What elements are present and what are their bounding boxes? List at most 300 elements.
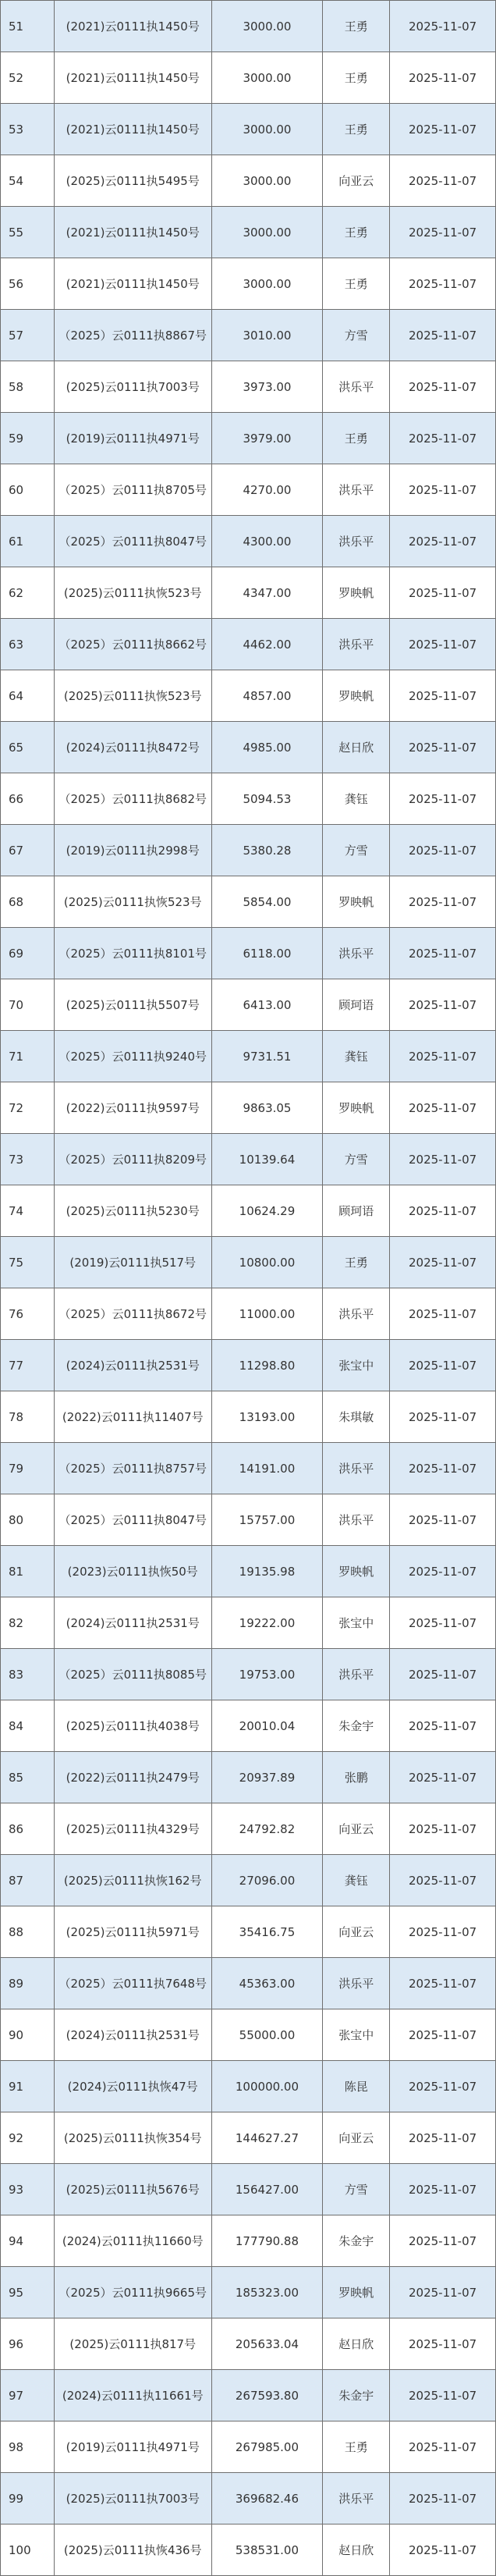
case-number-cell: (2022)云0111执2479号	[55, 1752, 212, 1803]
amount-cell: 20010.04	[212, 1700, 324, 1751]
row-index-cell: 85	[1, 1752, 55, 1803]
name-cell: 洪乐平	[323, 1958, 390, 2009]
date-cell: 2025-11-07	[390, 567, 496, 618]
row-index-cell: 66	[1, 773, 55, 824]
name-cell: 王勇	[323, 207, 390, 258]
date-cell: 2025-11-07	[390, 722, 496, 773]
amount-cell: 10624.29	[212, 1185, 324, 1236]
table-row	[1, 2473, 496, 2524]
amount-cell: 19753.00	[212, 1649, 324, 1700]
table-row	[1, 2112, 496, 2164]
row-index-cell: 84	[1, 1700, 55, 1751]
case-number-cell: (2025)云0111执恢523号	[55, 670, 212, 721]
table-row	[1, 567, 496, 619]
table-row	[1, 361, 496, 413]
case-number-cell: （2025）云0111执9665号	[55, 2267, 212, 2318]
case-number-cell: (2024)云0111执8472号	[55, 722, 212, 773]
table-row	[1, 1391, 496, 1443]
case-number-cell: (2025)云0111执7003号	[55, 361, 212, 412]
case-number-cell: (2024)云0111执11661号	[55, 2370, 212, 2421]
row-index-cell: 70	[1, 979, 55, 1030]
name-cell: 张宝中	[323, 1597, 390, 1648]
table-row	[1, 1340, 496, 1391]
date-cell: 2025-11-07	[390, 670, 496, 721]
amount-cell: 4462.00	[212, 619, 324, 670]
name-cell: 洪乐平	[323, 464, 390, 515]
row-index-cell: 67	[1, 825, 55, 876]
name-cell: 方雪	[323, 1134, 390, 1185]
table-row	[1, 155, 496, 207]
table-row	[1, 1855, 496, 1906]
date-cell: 2025-11-07	[390, 1443, 496, 1494]
case-number-cell: (2024)云0111执11660号	[55, 2215, 212, 2266]
name-cell: 洪乐平	[323, 361, 390, 412]
table-row	[1, 2215, 496, 2267]
date-cell: 2025-11-07	[390, 773, 496, 824]
table-row	[1, 104, 496, 155]
table-row	[1, 1700, 496, 1752]
name-cell: 方雪	[323, 825, 390, 876]
amount-cell: 3973.00	[212, 361, 324, 412]
case-number-cell: (2025)云0111执4329号	[55, 1803, 212, 1854]
name-cell: 王勇	[323, 2421, 390, 2472]
row-index-cell: 88	[1, 1906, 55, 1957]
date-cell: 2025-11-07	[390, 1649, 496, 1700]
amount-cell: 4985.00	[212, 722, 324, 773]
date-cell: 2025-11-07	[390, 1906, 496, 1957]
amount-cell: 6413.00	[212, 979, 324, 1030]
name-cell: 赵日欣	[323, 2524, 390, 2575]
case-number-cell: (2019)云0111执4971号	[55, 413, 212, 464]
row-index-cell: 69	[1, 928, 55, 979]
row-index-cell: 94	[1, 2215, 55, 2266]
row-index-cell: 64	[1, 670, 55, 721]
name-cell: 龚钰	[323, 773, 390, 824]
case-number-cell: （2025）云0111执8682号	[55, 773, 212, 824]
row-index-cell: 96	[1, 2318, 55, 2369]
row-index-cell: 100	[1, 2524, 55, 2575]
case-number-cell: (2025)云0111执7003号	[55, 2473, 212, 2524]
amount-cell: 11298.80	[212, 1340, 324, 1391]
date-cell: 2025-11-07	[390, 2061, 496, 2112]
amount-cell: 19222.00	[212, 1597, 324, 1648]
case-number-cell: （2025）云0111执8867号	[55, 310, 212, 361]
date-cell: 2025-11-07	[390, 1031, 496, 1082]
name-cell: 洪乐平	[323, 1288, 390, 1339]
amount-cell: 369682.46	[212, 2473, 324, 2524]
table-row	[1, 2421, 496, 2473]
name-cell: 罗映帆	[323, 2267, 390, 2318]
row-index-cell: 51	[1, 1, 55, 52]
row-index-cell: 90	[1, 2009, 55, 2060]
table-row	[1, 516, 496, 567]
amount-cell: 55000.00	[212, 2009, 324, 2060]
table-row	[1, 825, 496, 876]
case-number-cell: (2021)云0111执1450号	[55, 1, 212, 52]
row-index-cell: 71	[1, 1031, 55, 1082]
amount-cell: 538531.00	[212, 2524, 324, 2575]
amount-cell: 205633.04	[212, 2318, 324, 2369]
case-number-cell: （2025）云0111执8085号	[55, 1649, 212, 1700]
date-cell: 2025-11-07	[390, 155, 496, 206]
row-index-cell: 79	[1, 1443, 55, 1494]
table-row	[1, 1649, 496, 1700]
table-row	[1, 722, 496, 773]
table-row	[1, 1803, 496, 1855]
date-cell: 2025-11-07	[390, 2267, 496, 2318]
case-number-cell: (2025)云0111执5676号	[55, 2164, 212, 2215]
case-number-cell: (2025)云0111执恢436号	[55, 2524, 212, 2575]
date-cell: 2025-11-07	[390, 1597, 496, 1648]
name-cell: 罗映帆	[323, 876, 390, 927]
date-cell: 2025-11-07	[390, 1340, 496, 1391]
table-row	[1, 1237, 496, 1288]
amount-cell: 3000.00	[212, 207, 324, 258]
row-index-cell: 91	[1, 2061, 55, 2112]
table-row	[1, 1, 496, 52]
case-number-cell: (2024)云0111执2531号	[55, 2009, 212, 2060]
date-cell: 2025-11-07	[390, 1082, 496, 1133]
case-number-cell: (2021)云0111执1450号	[55, 52, 212, 103]
row-index-cell: 80	[1, 1494, 55, 1545]
row-index-cell: 60	[1, 464, 55, 515]
name-cell: 朱金宇	[323, 2370, 390, 2421]
table-row	[1, 1082, 496, 1134]
amount-cell: 3000.00	[212, 104, 324, 155]
amount-cell: 9863.05	[212, 1082, 324, 1133]
amount-cell: 27096.00	[212, 1855, 324, 1906]
date-cell: 2025-11-07	[390, 258, 496, 309]
date-cell: 2025-11-07	[390, 2524, 496, 2575]
amount-cell: 267985.00	[212, 2421, 324, 2472]
amount-cell: 11000.00	[212, 1288, 324, 1339]
case-number-cell: (2025)云0111执5507号	[55, 979, 212, 1030]
table-row	[1, 1906, 496, 1958]
date-cell: 2025-11-07	[390, 928, 496, 979]
row-index-cell: 97	[1, 2370, 55, 2421]
amount-cell: 5380.28	[212, 825, 324, 876]
case-number-cell: (2022)云0111执11407号	[55, 1391, 212, 1442]
name-cell: 王勇	[323, 1, 390, 52]
case-number-cell: (2025)云0111执恢354号	[55, 2112, 212, 2163]
date-cell: 2025-11-07	[390, 361, 496, 412]
amount-cell: 6118.00	[212, 928, 324, 979]
table-row	[1, 1958, 496, 2009]
table-row	[1, 2524, 496, 2576]
case-number-cell: （2025）云0111执8047号	[55, 516, 212, 567]
row-index-cell: 63	[1, 619, 55, 670]
row-index-cell: 78	[1, 1391, 55, 1442]
row-index-cell: 87	[1, 1855, 55, 1906]
name-cell: 朱金宇	[323, 2215, 390, 2266]
row-index-cell: 65	[1, 722, 55, 773]
row-index-cell: 95	[1, 2267, 55, 2318]
amount-cell: 3000.00	[212, 52, 324, 103]
date-cell: 2025-11-07	[390, 1855, 496, 1906]
date-cell: 2025-11-07	[390, 1, 496, 52]
case-number-cell: (2021)云0111执1450号	[55, 207, 212, 258]
date-cell: 2025-11-07	[390, 876, 496, 927]
case-number-cell: （2025）云0111执8662号	[55, 619, 212, 670]
date-cell: 2025-11-07	[390, 1494, 496, 1545]
table-row	[1, 773, 496, 825]
case-number-cell: （2025）云0111执8705号	[55, 464, 212, 515]
table-row	[1, 310, 496, 361]
name-cell: 王勇	[323, 52, 390, 103]
row-index-cell: 98	[1, 2421, 55, 2472]
amount-cell: 4347.00	[212, 567, 324, 618]
name-cell: 向亚云	[323, 155, 390, 206]
table-row	[1, 2009, 496, 2061]
case-number-cell: (2021)云0111执1450号	[55, 104, 212, 155]
case-number-cell: (2021)云0111执1450号	[55, 258, 212, 309]
date-cell: 2025-11-07	[390, 1700, 496, 1751]
table-row	[1, 1185, 496, 1237]
row-index-cell: 73	[1, 1134, 55, 1185]
date-cell: 2025-11-07	[390, 1391, 496, 1442]
name-cell: 朱金宇	[323, 1700, 390, 1751]
amount-cell: 45363.00	[212, 1958, 324, 2009]
table-row	[1, 1031, 496, 1082]
name-cell: 顾珂语	[323, 979, 390, 1030]
table-row	[1, 2370, 496, 2421]
date-cell: 2025-11-07	[390, 52, 496, 103]
amount-cell: 5094.53	[212, 773, 324, 824]
table-row	[1, 2267, 496, 2318]
table-row	[1, 1288, 496, 1340]
date-cell: 2025-11-07	[390, 2318, 496, 2369]
table-row	[1, 1134, 496, 1185]
amount-cell: 10800.00	[212, 1237, 324, 1288]
amount-cell: 4270.00	[212, 464, 324, 515]
name-cell: 赵日欣	[323, 722, 390, 773]
amount-cell: 9731.51	[212, 1031, 324, 1082]
name-cell: 罗映帆	[323, 567, 390, 618]
amount-cell: 19135.98	[212, 1546, 324, 1597]
name-cell: 朱琪敏	[323, 1391, 390, 1442]
case-number-cell: （2025）云0111执8209号	[55, 1134, 212, 1185]
name-cell: 方雪	[323, 310, 390, 361]
case-number-cell: (2024)云0111执恢47号	[55, 2061, 212, 2112]
row-index-cell: 55	[1, 207, 55, 258]
name-cell: 洪乐平	[323, 1649, 390, 1700]
row-index-cell: 92	[1, 2112, 55, 2163]
table-row	[1, 979, 496, 1031]
amount-cell: 3979.00	[212, 413, 324, 464]
row-index-cell: 58	[1, 361, 55, 412]
date-cell: 2025-11-07	[390, 825, 496, 876]
row-index-cell: 62	[1, 567, 55, 618]
name-cell: 赵日欣	[323, 2318, 390, 2369]
table-row	[1, 1546, 496, 1597]
case-number-cell: （2025）云0111执8101号	[55, 928, 212, 979]
case-number-cell: (2023)云0111执恢50号	[55, 1546, 212, 1597]
name-cell: 张宝中	[323, 1340, 390, 1391]
table-row	[1, 2164, 496, 2215]
name-cell: 向亚云	[323, 2112, 390, 2163]
amount-cell: 3000.00	[212, 1, 324, 52]
date-cell: 2025-11-07	[390, 1237, 496, 1288]
amount-cell: 5854.00	[212, 876, 324, 927]
date-cell: 2025-11-07	[390, 516, 496, 567]
table-row	[1, 928, 496, 979]
table-row	[1, 413, 496, 464]
date-cell: 2025-11-07	[390, 2112, 496, 2163]
name-cell: 龚钰	[323, 1031, 390, 1082]
amount-cell: 185323.00	[212, 2267, 324, 2318]
date-cell: 2025-11-07	[390, 2473, 496, 2524]
date-cell: 2025-11-07	[390, 2164, 496, 2215]
row-index-cell: 52	[1, 52, 55, 103]
name-cell: 洪乐平	[323, 2473, 390, 2524]
row-index-cell: 89	[1, 1958, 55, 2009]
table-row	[1, 1494, 496, 1546]
row-index-cell: 77	[1, 1340, 55, 1391]
date-cell: 2025-11-07	[390, 310, 496, 361]
table-row	[1, 258, 496, 310]
row-index-cell: 81	[1, 1546, 55, 1597]
amount-cell: 4857.00	[212, 670, 324, 721]
row-index-cell: 53	[1, 104, 55, 155]
amount-cell: 13193.00	[212, 1391, 324, 1442]
table-row	[1, 1752, 496, 1803]
case-number-cell: (2019)云0111执517号	[55, 1237, 212, 1288]
case-number-cell: (2024)云0111执2531号	[55, 1340, 212, 1391]
name-cell: 洪乐平	[323, 928, 390, 979]
table-row	[1, 1597, 496, 1649]
amount-cell: 267593.80	[212, 2370, 324, 2421]
date-cell: 2025-11-07	[390, 1288, 496, 1339]
name-cell: 洪乐平	[323, 516, 390, 567]
table-row	[1, 2061, 496, 2112]
case-number-cell: (2024)云0111执2531号	[55, 1597, 212, 1648]
row-index-cell: 82	[1, 1597, 55, 1648]
date-cell: 2025-11-07	[390, 104, 496, 155]
name-cell: 张鹏	[323, 1752, 390, 1803]
table-row	[1, 670, 496, 722]
date-cell: 2025-11-07	[390, 979, 496, 1030]
name-cell: 洪乐平	[323, 619, 390, 670]
table-row	[1, 207, 496, 258]
amount-cell: 3000.00	[212, 258, 324, 309]
name-cell: 罗映帆	[323, 1546, 390, 1597]
row-index-cell: 93	[1, 2164, 55, 2215]
date-cell: 2025-11-07	[390, 1134, 496, 1185]
date-cell: 2025-11-07	[390, 207, 496, 258]
date-cell: 2025-11-07	[390, 1803, 496, 1854]
date-cell: 2025-11-07	[390, 1752, 496, 1803]
date-cell: 2025-11-07	[390, 619, 496, 670]
amount-cell: 24792.82	[212, 1803, 324, 1854]
table-row	[1, 876, 496, 928]
row-index-cell: 86	[1, 1803, 55, 1854]
case-number-cell: (2025)云0111执5495号	[55, 155, 212, 206]
row-index-cell: 74	[1, 1185, 55, 1236]
row-index-cell: 83	[1, 1649, 55, 1700]
amount-cell: 177790.88	[212, 2215, 324, 2266]
case-number-cell: (2022)云0111执9597号	[55, 1082, 212, 1133]
case-number-cell: (2025)云0111执5230号	[55, 1185, 212, 1236]
row-index-cell: 76	[1, 1288, 55, 1339]
date-cell: 2025-11-07	[390, 2421, 496, 2472]
name-cell: 张宝中	[323, 2009, 390, 2060]
case-number-cell: (2019)云0111执2998号	[55, 825, 212, 876]
name-cell: 王勇	[323, 413, 390, 464]
amount-cell: 144627.27	[212, 2112, 324, 2163]
row-index-cell: 68	[1, 876, 55, 927]
name-cell: 王勇	[323, 1237, 390, 1288]
name-cell: 洪乐平	[323, 1443, 390, 1494]
case-number-cell: (2025)云0111执恢162号	[55, 1855, 212, 1906]
table-row	[1, 2318, 496, 2370]
date-cell: 2025-11-07	[390, 1958, 496, 2009]
amount-cell: 100000.00	[212, 2061, 324, 2112]
row-index-cell: 57	[1, 310, 55, 361]
amount-cell: 35416.75	[212, 1906, 324, 1957]
date-cell: 2025-11-07	[390, 1185, 496, 1236]
date-cell: 2025-11-07	[390, 2215, 496, 2266]
name-cell: 罗映帆	[323, 1082, 390, 1133]
case-number-cell: (2025)云0111执817号	[55, 2318, 212, 2369]
row-index-cell: 54	[1, 155, 55, 206]
case-number-cell: （2025）云0111执8672号	[55, 1288, 212, 1339]
name-cell: 向亚云	[323, 1906, 390, 1957]
row-index-cell: 75	[1, 1237, 55, 1288]
case-number-cell: (2025)云0111执恢523号	[55, 567, 212, 618]
table-row	[1, 619, 496, 670]
case-number-cell: （2025）云0111执7648号	[55, 1958, 212, 2009]
row-index-cell: 61	[1, 516, 55, 567]
name-cell: 陈昆	[323, 2061, 390, 2112]
name-cell: 王勇	[323, 258, 390, 309]
name-cell: 王勇	[323, 104, 390, 155]
name-cell: 方雪	[323, 2164, 390, 2215]
amount-cell: 4300.00	[212, 516, 324, 567]
amount-cell: 3010.00	[212, 310, 324, 361]
name-cell: 洪乐平	[323, 1494, 390, 1545]
date-cell: 2025-11-07	[390, 2009, 496, 2060]
date-cell: 2025-11-07	[390, 1546, 496, 1597]
amount-cell: 3000.00	[212, 155, 324, 206]
table-row	[1, 1443, 496, 1494]
date-cell: 2025-11-07	[390, 464, 496, 515]
table-row	[1, 52, 496, 104]
date-cell: 2025-11-07	[390, 413, 496, 464]
case-number-cell: （2025）云0111执8757号	[55, 1443, 212, 1494]
amount-cell: 10139.64	[212, 1134, 324, 1185]
name-cell: 顾珂语	[323, 1185, 390, 1236]
row-index-cell: 99	[1, 2473, 55, 2524]
table-row	[1, 464, 496, 516]
name-cell: 向亚云	[323, 1803, 390, 1854]
amount-cell: 156427.00	[212, 2164, 324, 2215]
case-number-cell: （2025）云0111执8047号	[55, 1494, 212, 1545]
date-cell: 2025-11-07	[390, 2370, 496, 2421]
name-cell: 龚钰	[323, 1855, 390, 1906]
row-index-cell: 59	[1, 413, 55, 464]
name-cell: 罗映帆	[323, 670, 390, 721]
amount-cell: 20937.89	[212, 1752, 324, 1803]
case-number-cell: (2025)云0111执5971号	[55, 1906, 212, 1957]
row-index-cell: 72	[1, 1082, 55, 1133]
case-number-cell: (2019)云0111执4971号	[55, 2421, 212, 2472]
case-number-cell: (2025)云0111执恢523号	[55, 876, 212, 927]
amount-cell: 15757.00	[212, 1494, 324, 1545]
case-number-cell: （2025）云0111执9240号	[55, 1031, 212, 1082]
amount-cell: 14191.00	[212, 1443, 324, 1494]
row-index-cell: 56	[1, 258, 55, 309]
case-number-cell: (2025)云0111执4038号	[55, 1700, 212, 1751]
